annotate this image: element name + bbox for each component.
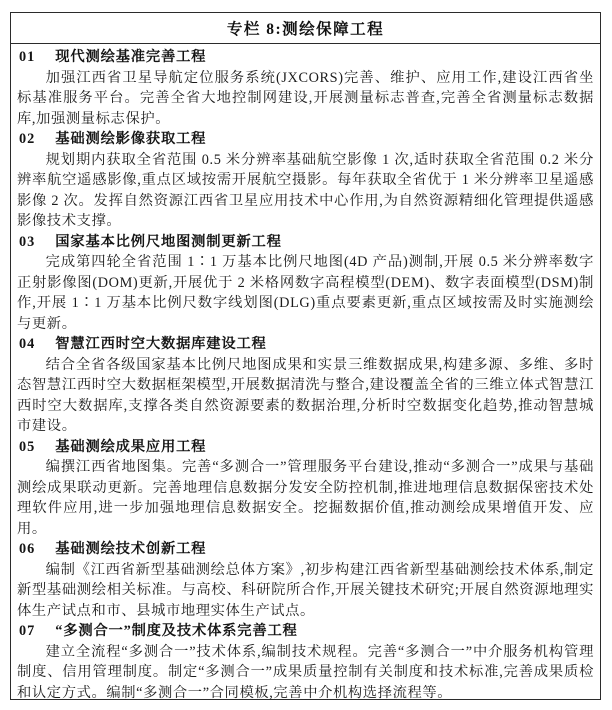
column-box bbox=[10, 12, 601, 700]
section-number: 04 bbox=[19, 336, 36, 352]
section-title: 现代测绘基准完善工程 bbox=[55, 49, 207, 65]
section-07 bbox=[17, 621, 594, 703]
section-heading bbox=[17, 437, 594, 458]
section-number: 07 bbox=[19, 623, 36, 639]
column-body bbox=[11, 44, 600, 703]
section-title: 基础测绘影像获取工程 bbox=[55, 131, 207, 147]
section-paragraph: 规划期内获取全省范围 0.5 米分辨率基础航空影像 1 次,适时获取全省范围 0.2 米分辨率航空遥感影像,重点区域按需开展航空摄影。每年获取全省优于 1 米分辨率卫星遥感影像 2 次。发挥自然资源江西省卫星应用技术中心作用,为自然资源精细化管理提供遥感影像技术支撑。 bbox=[17, 151, 594, 229]
section-04 bbox=[17, 334, 594, 437]
column-title-bar bbox=[11, 13, 600, 44]
section-title: 国家基本比例尺地图测制更新工程 bbox=[55, 233, 282, 250]
section-title: 智慧江西时空大数据库建设工程 bbox=[55, 336, 267, 352]
section-05 bbox=[17, 437, 594, 540]
section-heading bbox=[17, 232, 594, 253]
section-03 bbox=[17, 232, 594, 335]
section-02 bbox=[17, 129, 594, 232]
section-01 bbox=[17, 47, 594, 129]
section-heading bbox=[17, 129, 594, 150]
section-heading bbox=[17, 334, 594, 355]
section-paragraph: 结合全省各级国家基本比例尺地图成果和实景三维数据成果,构建多源、多维、多时态智慧江西时空大数据框架模型,开展数据清洗与整合,建设覆盖全省的三维立体式智慧江西时空大数据库,支撑各类自然资源要素的数据治理,分析时空数据变化趋势,推动智慧城市建设。 bbox=[17, 356, 594, 434]
section-paragraph: 建立全流程“多测合一”技术体系,编制技术规程。完善“多测合一”中介服务机构管理制度、信用管理制度。制定“多测合一”成果质量控制有关制度和技术标准,完善成果质检和认定方式。编制“多测合一”合同模板,完善中介机构选择流程等。 bbox=[17, 643, 594, 701]
section-paragraph: 完成第四轮全省范围 1∶1 万基本比例尺地图(4D 产品)测制,开展 0.5 米分辨率数字正射影像图(DOM)更新,开展优于 2 米格网数字高程模型(DEM)、数字表面模型(DSM)制作,开展 1∶1 万基本比例尺数字线划图(DLG)重点要素更新,重点区域按需及时实施测绘与更新。 bbox=[17, 254, 594, 332]
section-06 bbox=[17, 539, 594, 621]
column-title: 专栏 8:测绘保障工程 bbox=[226, 21, 385, 38]
section-title: 基础测绘技术创新工程 bbox=[55, 541, 207, 557]
section-number: 01 bbox=[19, 49, 36, 65]
section-number: 06 bbox=[19, 541, 36, 557]
section-heading bbox=[17, 621, 594, 642]
section-number: 03 bbox=[19, 233, 36, 250]
section-title: “多测合一”制度及技术体系完善工程 bbox=[55, 623, 298, 639]
section-paragraph: 编撰江西省地图集。完善“多测合一”管理服务平台建设,推动“多测合一”成果与基础测绘成果联动更新。完善地理信息数据分发安全防控机制,推进地理信息数据保密技术处理软件应用,进一步加强地理信息数据安全。挖掘数据价值,推动测绘成果增值开发、应用。 bbox=[17, 459, 594, 537]
section-number: 02 bbox=[19, 131, 36, 147]
section-heading bbox=[17, 47, 594, 68]
section-heading bbox=[17, 539, 594, 560]
section-title: 基础测绘成果应用工程 bbox=[55, 438, 207, 455]
section-paragraph: 编制《江西省新型基础测绘总体方案》,初步构建江西省新型基础测绘技术体系,制定新型基础测绘相关标准。与高校、科研院所合作,开展关键技术研究;开展自然资源地理实体生产试点和市、县城市地理实体生产试点。 bbox=[17, 561, 594, 619]
section-number: 05 bbox=[19, 438, 36, 455]
section-paragraph: 加强江西省卫星导航定位服务系统(JXCORS)完善、维护、应用工作,建设江西省坐标基准服务平台。完善全省大地控制网建设,开展测量标志普查,完善全省测量标志数据库,加强测量标志保护。 bbox=[17, 69, 594, 127]
